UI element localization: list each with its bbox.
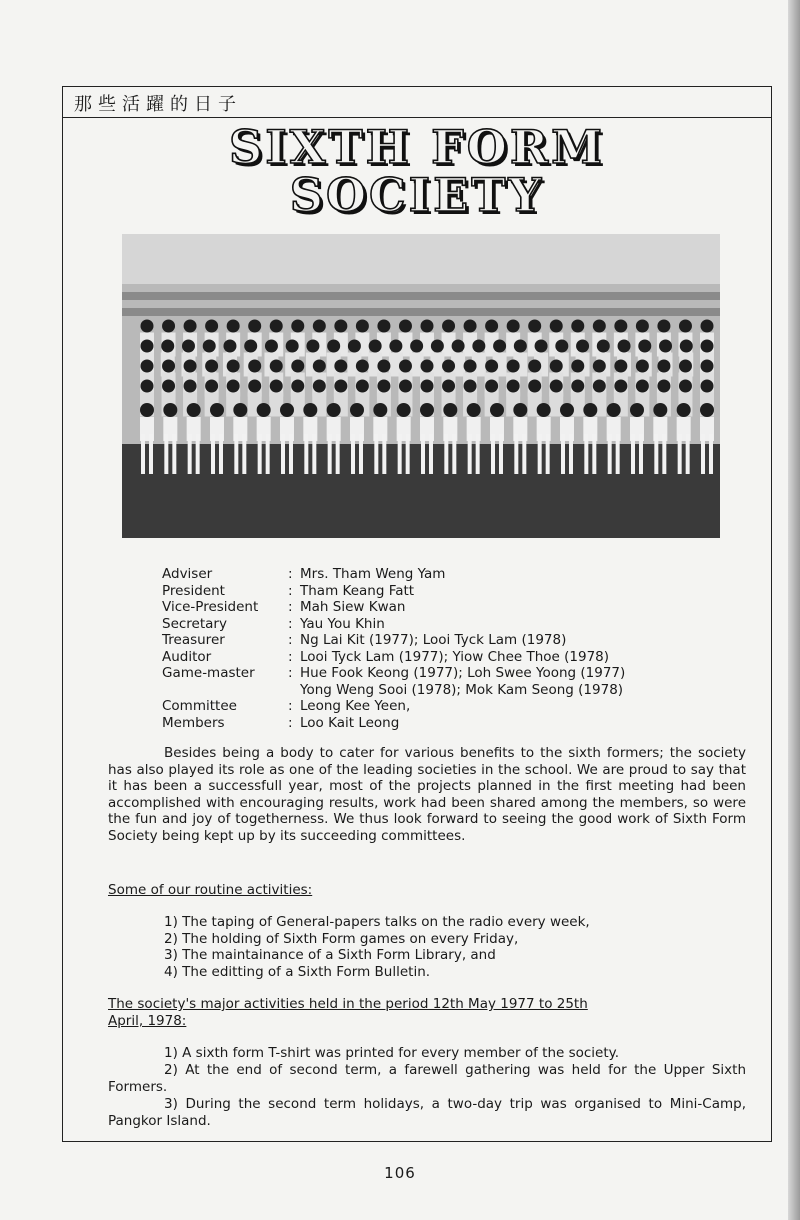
photo-person-head: [270, 360, 283, 373]
photo-person-leg: [281, 434, 285, 474]
photo-person-leg: [491, 434, 495, 474]
officer-name: Yong Weng Sooi (1978); Mok Kam Seong (1978): [300, 681, 624, 698]
photo-person-head: [313, 380, 326, 393]
officer-row: [162, 649, 625, 666]
photo-person-head: [679, 360, 692, 373]
photo-person-head: [431, 340, 444, 353]
photo-person-head: [593, 380, 606, 393]
photo-person-leg: [149, 434, 153, 474]
list-item: 4) The editting of a Sixth Form Bulletin.: [164, 963, 431, 980]
photo-person-leg: [258, 434, 262, 474]
page-number: 106: [384, 1164, 416, 1182]
photo-person-head: [223, 340, 236, 353]
photo-person-leg: [398, 434, 402, 474]
photo-person-head: [291, 320, 304, 333]
photo-person-head: [163, 403, 177, 417]
photo-person-head: [653, 403, 667, 417]
photo-person-head: [421, 360, 434, 373]
photo-person-head: [373, 403, 387, 417]
photo-person-head: [141, 380, 154, 393]
photo-person-head: [270, 380, 283, 393]
photo-person-head: [233, 403, 247, 417]
photo-person-head: [286, 340, 299, 353]
photo-person-head: [528, 360, 541, 373]
photo-person-head: [614, 360, 627, 373]
officer-colon: :: [288, 698, 293, 714]
officer-role: Game-master: [162, 665, 255, 681]
officer-role: [162, 682, 288, 699]
photo-person-leg: [561, 434, 565, 474]
photo-person-head: [657, 360, 670, 373]
officer-name: Ng Lai Kit (1977); Looi Tyck Lam (1978): [300, 632, 567, 648]
photo-person-head: [244, 340, 257, 353]
photo-person-head: [571, 380, 584, 393]
officer-colon: :: [288, 632, 293, 648]
photo-person-head: [205, 360, 218, 373]
officer-row: [162, 583, 625, 600]
photo-person-leg: [686, 434, 690, 474]
photo-person-leg: [141, 434, 145, 474]
photo-person-head: [334, 360, 347, 373]
photo-person-head: [327, 403, 341, 417]
photo-person-leg: [709, 434, 713, 474]
photo-person-head: [560, 403, 574, 417]
officer-name: Mrs. Tham Weng Yam: [300, 566, 446, 582]
photo-person-head: [399, 360, 412, 373]
photo-person-head: [205, 320, 218, 333]
photo-person-head: [442, 380, 455, 393]
officer-row: [162, 616, 625, 633]
page-edge-shadow: [788, 0, 800, 1220]
major-item-1: 1) A sixth form T-shirt was printed for every member of the society.: [164, 1045, 620, 1061]
photo-person-head: [513, 403, 527, 417]
photo-person-head: [350, 403, 364, 417]
photo-person-leg: [406, 434, 410, 474]
photo-person-head: [464, 360, 477, 373]
officer-role: Members: [162, 714, 225, 731]
photo-person-head: [555, 340, 568, 353]
photo-person-leg: [374, 434, 378, 474]
photo-person-head: [410, 340, 423, 353]
header-strip: [62, 86, 772, 118]
photo-person-leg: [336, 434, 340, 474]
photo-person-head: [514, 340, 527, 353]
photo-person-head: [291, 360, 304, 373]
photo-person-head: [182, 340, 195, 353]
photo-person-leg: [678, 434, 682, 474]
photo-person-head: [537, 403, 551, 417]
photo-person-head: [356, 320, 369, 333]
photo-person-head: [399, 320, 412, 333]
photo-person-head: [571, 320, 584, 333]
major-item-2: 2) At the end of second term, a farewell gathering was held for the Upper Sixth Formers.: [108, 1062, 746, 1095]
photo-person-leg: [172, 434, 176, 474]
photo-person-head: [257, 403, 271, 417]
photo-person-head: [443, 403, 457, 417]
page-title-line2: SOCIETY: [289, 168, 545, 222]
list-item: 1) The taping of General-papers talks on the radio every week,: [164, 914, 590, 930]
photo-person-leg: [476, 434, 480, 474]
photo-person-head: [593, 320, 606, 333]
photo-person-leg: [608, 434, 612, 474]
photo-person-head: [184, 380, 197, 393]
photo-person-head: [162, 380, 175, 393]
photo-person-leg: [188, 434, 192, 474]
photo-person-head: [227, 380, 240, 393]
photo-person-head: [485, 360, 498, 373]
photo-person-head: [493, 340, 506, 353]
photo-person-head: [701, 320, 714, 333]
officer-name: Tham Keang Fatt: [300, 582, 415, 599]
photo-person-leg: [242, 434, 246, 474]
photo-person-head: [377, 320, 390, 333]
routine-list: [164, 914, 590, 980]
photo-person-head: [550, 360, 563, 373]
photo-person-head: [571, 360, 584, 373]
photo-person-head: [618, 340, 631, 353]
routine-heading: Some of our routine activities:: [108, 882, 313, 898]
photo-person-head: [334, 380, 347, 393]
photo-person-head: [141, 340, 154, 353]
photo-person-leg: [312, 434, 316, 474]
photo-person-head: [397, 403, 411, 417]
photo-person-leg: [592, 434, 596, 474]
officer-name: Loo Kait Leong: [300, 714, 400, 731]
photo-person-leg: [211, 434, 215, 474]
photo-person-leg: [584, 434, 588, 474]
photo-person-leg: [304, 434, 308, 474]
photo-person-leg: [522, 434, 526, 474]
page-title-line1: SIXTH FORM: [228, 120, 605, 174]
intro-paragraph: Besides being a body to cater for various benefits to the sixth formers; the society has also played its role as one of the leading societies in the school. We are proud to say that it has been a successfull year, most of the projects planned in the first meeting had been accomplished with encouraging results, work had been shared among the members, so were the fun and joy of togetherness. We thus look forward to seeing the good work of Sixth Form Society being kept up by its succeeding committees.: [108, 745, 746, 844]
officer-role: Auditor: [162, 648, 212, 665]
photo-person-head: [306, 340, 319, 353]
photo-person-head: [638, 340, 651, 353]
major-item-3: 3) During the second term holidays, a two-day trip was organised to Mini-Camp, Pangkor Island.: [108, 1096, 746, 1129]
photo-person-leg: [219, 434, 223, 474]
officers-list: [162, 566, 625, 731]
photo-person-leg: [616, 434, 620, 474]
photo-person-head: [507, 360, 520, 373]
photo-person-leg: [382, 434, 386, 474]
officer-name: Yau You Khin: [300, 615, 385, 632]
photo-person-leg: [164, 434, 168, 474]
photo-person-head: [399, 380, 412, 393]
photo-person-leg: [639, 434, 643, 474]
photo-person-leg: [429, 434, 433, 474]
photo-person-leg: [444, 434, 448, 474]
photo-person-head: [205, 380, 218, 393]
officer-row: [162, 632, 625, 649]
photo-person-head: [550, 380, 563, 393]
photo-person-head: [636, 360, 649, 373]
photo-person-leg: [452, 434, 456, 474]
photo-person-leg: [631, 434, 635, 474]
officer-row: [162, 682, 625, 699]
officer-colon: :: [288, 615, 293, 632]
photo-person-head: [607, 403, 621, 417]
chinese-section-title: 那些活躍的日子: [74, 94, 242, 115]
photo-person-head: [334, 320, 347, 333]
photo-person-head: [303, 403, 317, 417]
photo-person-head: [507, 320, 520, 333]
officer-role: Treasurer: [162, 632, 225, 648]
photo-person-head: [327, 340, 340, 353]
major-heading-line2: April, 1978:: [108, 1013, 187, 1029]
photo-person-head: [141, 320, 154, 333]
photo-person-head: [657, 380, 670, 393]
photo-person-leg: [538, 434, 542, 474]
photo-vent-strip: [122, 292, 720, 300]
photo-person-leg: [234, 434, 238, 474]
photo-person-leg: [701, 434, 705, 474]
photo-person-leg: [654, 434, 658, 474]
officer-colon: :: [288, 665, 293, 681]
list-item: 2) The holding of Sixth Form games on every Friday,: [164, 930, 519, 947]
photo-person-leg: [266, 434, 270, 474]
officer-name: Mah Siew Kwan: [300, 599, 406, 615]
photo-person-head: [187, 403, 201, 417]
photo-person-head: [291, 380, 304, 393]
photo-person-head: [576, 340, 589, 353]
photo-person-head: [677, 403, 691, 417]
photo-person-head: [162, 360, 175, 373]
photo-person-leg: [468, 434, 472, 474]
photo-person-head: [265, 340, 278, 353]
photo-person-head: [313, 320, 326, 333]
photo-person-head: [313, 360, 326, 373]
photo-person-head: [528, 380, 541, 393]
photo-person-head: [528, 320, 541, 333]
photo-person-head: [680, 340, 693, 353]
photo-person-head: [659, 340, 672, 353]
photo-person-head: [162, 320, 175, 333]
officer-name: Leong Kee Yeen,: [300, 698, 411, 714]
photo-person-head: [679, 320, 692, 333]
officer-row: [162, 566, 625, 583]
photo-person-head: [485, 380, 498, 393]
photo-person-head: [184, 360, 197, 373]
photo-person-head: [614, 320, 627, 333]
photo-person-leg: [514, 434, 518, 474]
photo-person-head: [630, 403, 644, 417]
photo-person-head: [485, 320, 498, 333]
photo-person-head: [210, 403, 224, 417]
officer-colon: :: [288, 648, 293, 665]
photo-person-head: [507, 380, 520, 393]
officer-colon: :: [288, 566, 293, 582]
photo-person-leg: [662, 434, 666, 474]
photo-person-head: [636, 320, 649, 333]
officer-role: Adviser: [162, 566, 213, 582]
photo-person-head: [472, 340, 485, 353]
photo-person-head: [356, 360, 369, 373]
photo-person-head: [356, 380, 369, 393]
photo-person-head: [389, 340, 402, 353]
photo-person-head: [203, 340, 216, 353]
officer-role: Vice-President: [162, 599, 259, 615]
officer-role: Committee: [162, 698, 237, 714]
photo-person-head: [701, 360, 714, 373]
photo-person-head: [636, 380, 649, 393]
photo-person-head: [701, 380, 714, 393]
photo-person-head: [550, 320, 563, 333]
photo-sky: [122, 234, 720, 284]
officer-role: Secretary: [162, 615, 227, 632]
photo-person-head: [421, 320, 434, 333]
photo-person-leg: [546, 434, 550, 474]
officer-name: Looi Tyck Lam (1977); Yiow Chee Thoe (1978): [300, 648, 610, 665]
photo-person-head: [597, 340, 610, 353]
photo-person-leg: [359, 434, 363, 474]
photo-person-head: [700, 403, 714, 417]
photo-person-head: [442, 360, 455, 373]
officer-colon: :: [288, 582, 293, 599]
photo-person-head: [452, 340, 465, 353]
photo-person-head: [535, 340, 548, 353]
officer-row: [162, 665, 625, 682]
photo-person-leg: [289, 434, 293, 474]
group-photo: [122, 234, 720, 538]
officer-role: President: [162, 582, 225, 599]
photo-person-head: [701, 340, 714, 353]
photo-person-head: [442, 320, 455, 333]
major-heading-line1: The society's major activities held in the period 12th May 1977 to 25th: [108, 996, 588, 1012]
photo-person-head: [248, 320, 261, 333]
photo-person-leg: [569, 434, 573, 474]
photo-person-leg: [328, 434, 332, 474]
officer-row: [162, 698, 625, 715]
photo-person-head: [679, 380, 692, 393]
officer-colon: :: [288, 714, 293, 731]
photo-vent-strip: [122, 308, 720, 316]
photo-person-head: [184, 320, 197, 333]
photo-person-head: [248, 360, 261, 373]
photo-person-leg: [421, 434, 425, 474]
officer-name: Hue Fook Keong (1977); Loh Swee Yoong (1977): [300, 665, 626, 681]
photo-person-head: [280, 403, 294, 417]
officer-colon: :: [288, 599, 293, 615]
photo-person-head: [140, 403, 154, 417]
photo-person-head: [369, 340, 382, 353]
photo-person-head: [377, 380, 390, 393]
photo-person-head: [490, 403, 504, 417]
photo-person-leg: [499, 434, 503, 474]
list-item: 3) The maintainance of a Sixth Form Library, and: [164, 947, 496, 963]
photo-person-head: [464, 320, 477, 333]
officer-row: [162, 715, 625, 732]
photo-person-head: [227, 360, 240, 373]
photo-person-head: [593, 360, 606, 373]
photo-person-leg: [351, 434, 355, 474]
photo-person-head: [348, 340, 361, 353]
photo-person-head: [464, 380, 477, 393]
photo-person-head: [270, 320, 283, 333]
photo-person-head: [227, 320, 240, 333]
photo-person-head: [583, 403, 597, 417]
officer-row: [162, 599, 625, 616]
photo-person-head: [421, 380, 434, 393]
photo-person-head: [420, 403, 434, 417]
photo-person-head: [141, 360, 154, 373]
photo-person-head: [467, 403, 481, 417]
officer-colon: [288, 682, 300, 699]
photo-person-head: [161, 340, 174, 353]
photo-person-head: [248, 380, 261, 393]
photo-person-head: [377, 360, 390, 373]
photo-person-head: [657, 320, 670, 333]
photo-person-head: [614, 380, 627, 393]
photo-person-leg: [196, 434, 200, 474]
